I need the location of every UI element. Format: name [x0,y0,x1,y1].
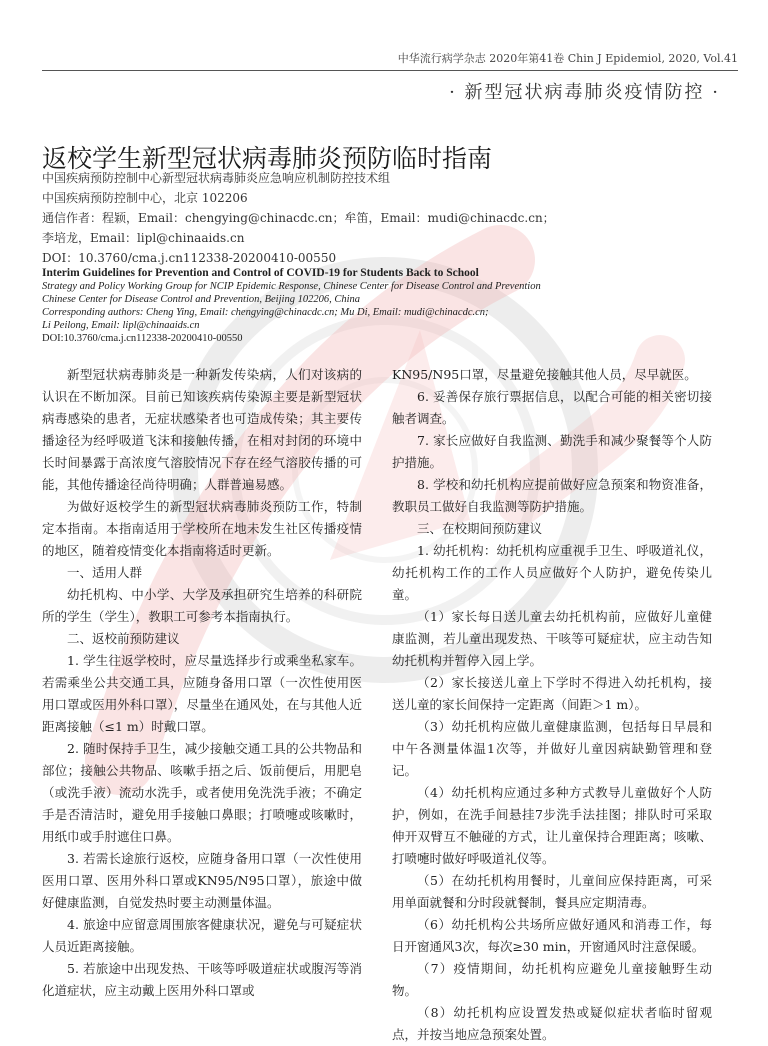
paragraph: 7. 家长应做好自我监测、勤洗手和减少聚餐等个人防护措施。 [392,433,712,470]
running-head: 中华流行病学杂志 2020年第41卷 Chin J Epidemiol, 2020, Vol.41 [397,52,738,65]
paragraph: 8. 学校和幼托机构应提前做好应急预案和物资准备，教职员工做好自我监测等防护措施。 [392,477,712,514]
paragraph: （6）幼托机构公共场所应做好通风和消毒工作，每日开窗通风3次，每次≥30 min，开窗通风时注意保暖。 [392,917,712,954]
paragraph: 1. 学生往返学校时，应尽量选择步行或乘坐私家车。若需乘坐公共交通工具，应随身备用口罩（一次性使用医用口罩或医用外科口罩），尽量坐在通风处，在与其他人近距离接触（≤1 m）时戴口罩。 [42,653,362,734]
paragraph: 4. 旅途中应留意周围旅客健康状况，避免与可疑症状人员近距离接触。 [42,917,362,954]
paragraph: 1. 幼托机构：幼托机构应重视手卫生、呼吸道礼仪，幼托机构工作的工作人员应做好个人防护，避免传染儿童。 [392,543,712,602]
right-column [392,364,712,1046]
corresponding-authors: 通信作者：程颖，Email：chengying@chinacdc.cn；牟笛，Email：mudi@chinacdc.cn； [42,211,555,225]
english-doi: DOI:10.3760/cma.j.cn112338-20200410-00550 [42,333,243,344]
section-heading: 三、在校期间预防建议 [417,521,543,536]
author-affiliation: 中国疾病预防控制中心，北京 102206 [42,191,248,205]
english-abstract-block [42,266,742,345]
paragraph: （1）家长每日送儿童去幼托机构前，应做好儿童健康监测，若儿童出现发热、干咳等可疑症状，应主动告知幼托机构并暂停入园上学。 [392,609,712,668]
paragraph: 6. 妥善保存旅行票据信息，以配合可能的相关密切接触者调查。 [392,389,712,426]
section-heading: 二、返校前预防建议 [67,631,180,646]
paragraph: 为做好返校学生的新型冠状病毒肺炎预防工作，特制定本指南。本指南适用于学校所在地未发生社区传播疫情的地区，随着疫情变化本指南将适时更新。 [42,499,362,558]
paragraph: （4）幼托机构应通过多种方式教导儿童做好个人防护，例如，在洗手间悬挂7步洗手法挂图；排队时可采取伸开双臂互不触碰的方式，让儿童保持合理距离；咳嗽、打喷嚏时做好呼吸道礼仪等。 [392,785,712,866]
paragraph: （5）在幼托机构用餐时，儿童间应保持距离，可采用单面就餐和分时段就餐制，餐具应定期清毒。 [392,873,712,910]
corresponding-authors-cont: 李培龙，Email：lipl@chinaaids.cn [42,231,245,245]
paragraph: 2. 随时保持手卫生，减少接触交通工具的公共物品和部位；接触公共物品、咳嗽手捂之后、饭前便后，用肥皂（或洗手液）流动水洗手，或者使用免洗洗手液；不确定手是否清洁时，避免用手接触口鼻眼；打喷嚏或咳嗽时，用纸巾或手肘遮住口鼻。 [42,741,362,844]
paragraph-continued: KN95/N95口罩，尽量避免接触其他人员，尽早就医。 [392,367,697,382]
doi: DOI：10.3760/cma.j.cn112338-20200410-00550 [42,251,337,265]
paragraph: （8）幼托机构应设置发热或疑似症状者临时留观点，并按当地应急预案处置。 [392,1005,712,1042]
paragraph: （7）疫情期间，幼托机构应避免儿童接触野生动物。 [392,961,712,998]
column-title: · 新型冠状病毒肺炎疫情防控 · [449,82,720,103]
author-group: 中国疾病预防控制中心新型冠状病毒肺炎应急响应机制防控技术组 [42,171,391,185]
english-corresponding-cont: Li Peilong, Email: lipl@chinaaids.cn [42,320,200,331]
section-heading: 一、适用人群 [67,565,143,580]
left-column [42,364,362,1002]
chinese-author-block [42,168,732,268]
paragraph: 幼托机构、中小学、大学及承担研究生培养的科研院所的学生（学生），教职工可参考本指南执行。 [42,587,362,624]
english-corresponding: Corresponding authors: Cheng Ying, Email: chengying@chinacdc.cn; Mu Di, Email: mudi@chinacdc.cn; [42,307,489,318]
paragraph: 新型冠状病毒肺炎是一种新发传染病，人们对该病的认识在不断加深。目前已知该疾病传染源主要是新型冠状病毒感染的患者，无症状感染者也可造成传染；其主要传播途径为经呼吸道飞沫和接触传播，在相对封闭的环境中长时间暴露于高浓度气溶胶情况下存在经气溶胶传播的可能，其他传播途径尚待明确；人群普遍易感。 [42,367,362,492]
paragraph: （2）家长接送儿童上下学时不得进入幼托机构，接送儿童的家长间保持一定距离（间距＞1 m）。 [392,675,712,712]
english-group: Strategy and Policy Working Group for NCIP Epidemic Response, Chinese Center for Disease Control and Prevention [42,281,541,292]
english-title: Interim Guidelines for Prevention and Control of COVID-19 for Students Back to School [42,267,479,279]
paragraph: 5. 若旅途中出现发热、干咳等呼吸道症状或腹泻等消化道症状，应主动戴上医用外科口罩或 [42,961,362,998]
paragraph: （3）幼托机构应做儿童健康监测，包括每日早晨和中午各测量体温1次等，并做好儿童因病缺勤管理和登记。 [392,719,712,778]
english-affiliation: Chinese Center for Disease Control and Prevention, Beijing 102206, China [42,294,360,305]
paragraph: 3. 若需长途旅行返校，应随身备用口罩（一次性使用医用口罩、医用外科口罩或KN95/N95口罩），旅途中做好健康监测，自觉发热时要主动测量体温。 [42,851,362,910]
header-rule [42,70,738,71]
article-title: 返校学生新型冠状病毒肺炎预防临时指南 [42,143,493,173]
